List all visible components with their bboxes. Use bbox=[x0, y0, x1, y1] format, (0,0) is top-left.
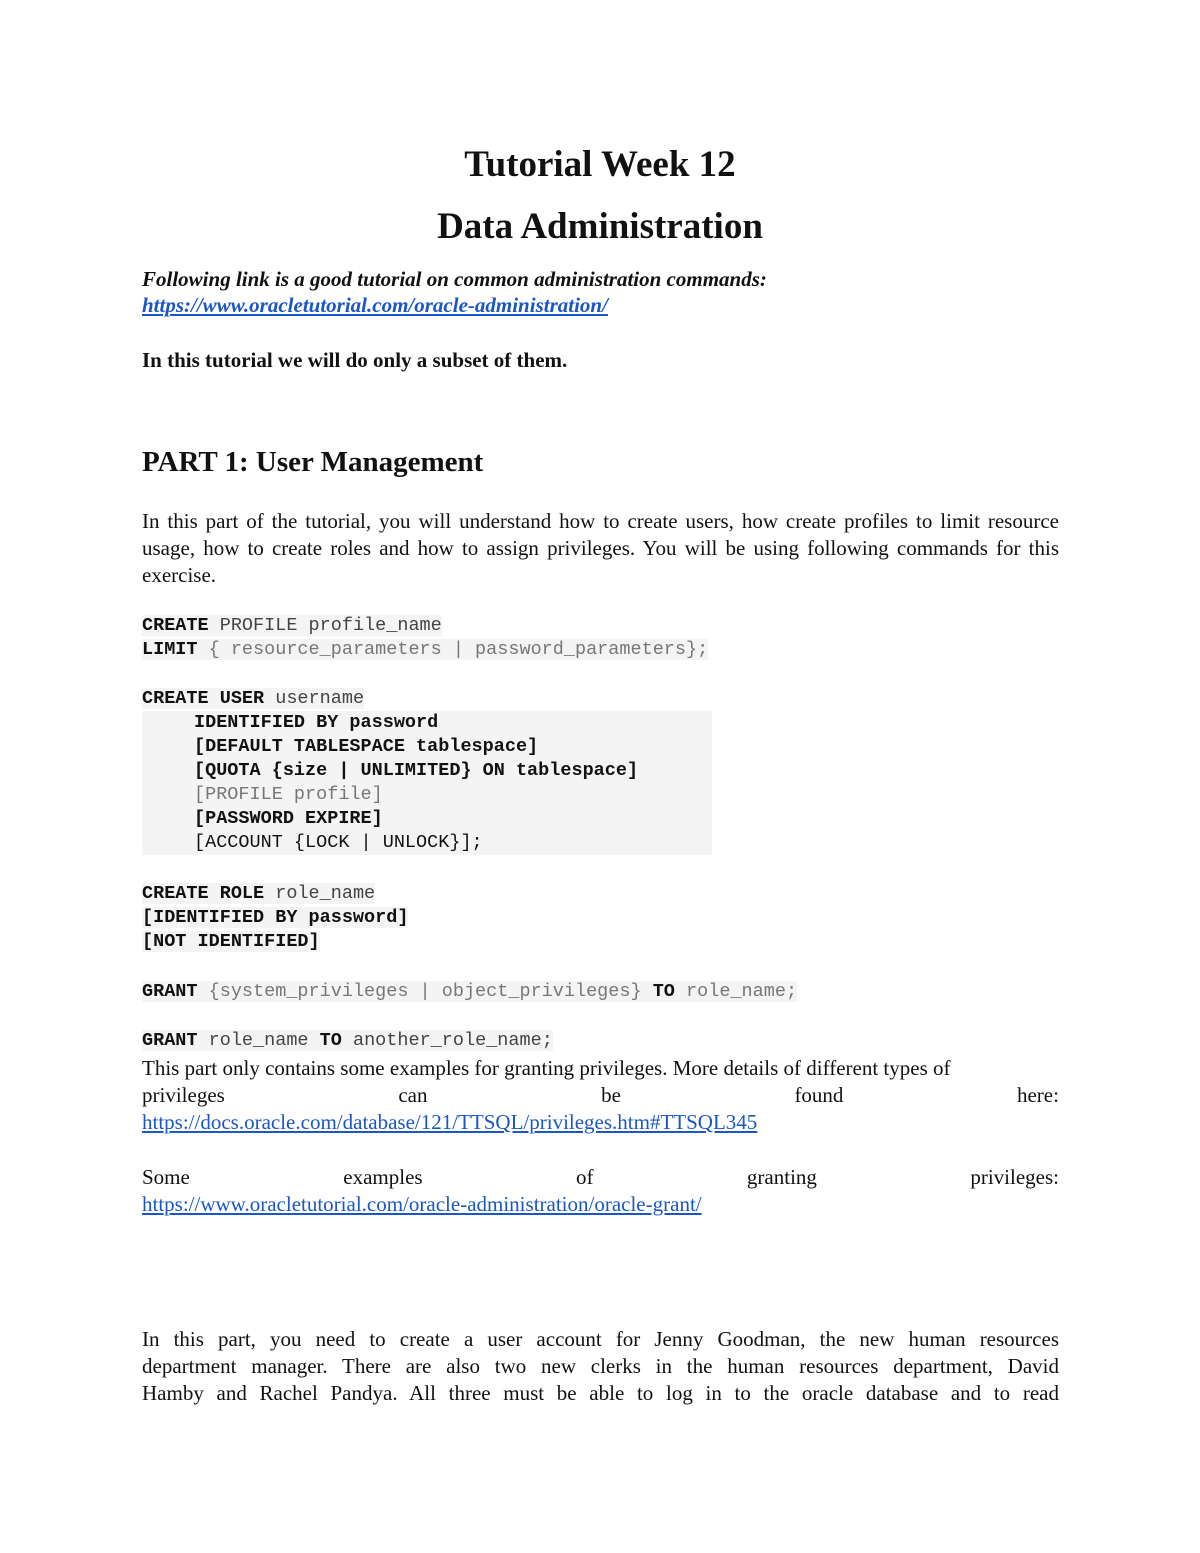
code-text: role_name bbox=[264, 883, 376, 904]
code-keyword: GRANT bbox=[142, 1030, 198, 1051]
privileges-note-line1: This part only contains some examples for granting privileges. More details of different types of bbox=[142, 1056, 951, 1080]
code-keyword: CREATE bbox=[142, 615, 209, 636]
code-text: PROFILE profile_name bbox=[208, 615, 442, 636]
code-keyword: CREATE USER bbox=[142, 688, 265, 709]
code-line: [NOT IDENTIFIED] bbox=[142, 931, 320, 952]
code-line: [PASSWORD EXPIRE] bbox=[194, 808, 383, 829]
word: granting bbox=[746, 1165, 817, 1189]
code-create-profile bbox=[142, 614, 708, 662]
subset-note: In this tutorial we will do only a subset of them. bbox=[142, 348, 568, 372]
code-line: [QUOTA {size | UNLIMITED} ON tablespace] bbox=[194, 760, 639, 781]
word: of bbox=[576, 1165, 594, 1189]
code-grant-privileges bbox=[142, 980, 797, 1004]
code-create-role bbox=[142, 882, 408, 954]
code-line: [ACCOUNT {LOCK | UNLOCK}]; bbox=[194, 832, 483, 853]
code-text: another_role_name; bbox=[341, 1030, 553, 1051]
code-keyword: CREATE ROLE bbox=[142, 883, 265, 904]
code-grant-role bbox=[142, 1029, 553, 1053]
code-line: [PROFILE profile] bbox=[194, 784, 383, 805]
code-text: username bbox=[264, 688, 365, 709]
code-text: role_name; bbox=[674, 981, 798, 1002]
code-line: [DEFAULT TABLESPACE tablespace] bbox=[194, 736, 539, 757]
intro-link[interactable]: https://www.oracletutorial.com/oracle-administration/ bbox=[142, 293, 608, 317]
task-paragraph bbox=[142, 1326, 1059, 1407]
task-line: Hamby and Rachel Pandya. All three must be able to log in to the oracle database and to read bbox=[142, 1381, 1059, 1405]
word: found bbox=[794, 1083, 844, 1107]
part1-heading: PART 1: User Management bbox=[142, 446, 484, 478]
word: examples bbox=[343, 1165, 423, 1189]
code-keyword: TO bbox=[652, 981, 675, 1002]
code-keyword: GRANT bbox=[142, 981, 198, 1002]
part1-description: In this part of the tutorial, you will understand how to create users, how create profiles to limit resource usage, how to create roles and how to assign privileges. You will be using following commands for this exercise. bbox=[142, 509, 1059, 587]
privileges-link[interactable]: https://docs.oracle.com/database/121/TTSQL/privileges.htm#TTSQL345 bbox=[142, 1110, 758, 1134]
word: privileges bbox=[142, 1083, 225, 1107]
code-keyword: TO bbox=[319, 1030, 342, 1051]
code-text: role_name bbox=[197, 1030, 320, 1051]
page-subtitle: Data Administration bbox=[437, 206, 763, 247]
code-line: [IDENTIFIED BY password] bbox=[142, 907, 409, 928]
word: here: bbox=[1016, 1083, 1059, 1107]
word: be bbox=[601, 1083, 621, 1107]
task-line: department manager. There are also two new clerks in the human resources department, David bbox=[142, 1354, 1059, 1378]
privileges-note-line2 bbox=[142, 1082, 1059, 1109]
code-create-user bbox=[142, 687, 712, 855]
code-text: { resource_parameters | password_parameters}; bbox=[197, 639, 709, 660]
page-title: Tutorial Week 12 bbox=[464, 144, 736, 185]
intro-text: Following link is a good tutorial on common administration commands: bbox=[142, 267, 767, 291]
code-keyword: LIMIT bbox=[142, 639, 198, 660]
word: can bbox=[398, 1083, 428, 1107]
task-line: In this part, you need to create a user account for Jenny Goodman, the new human resources bbox=[142, 1327, 1059, 1351]
word: Some bbox=[142, 1165, 190, 1189]
examples-link[interactable]: https://www.oracletutorial.com/oracle-administration/oracle-grant/ bbox=[142, 1192, 702, 1216]
code-line: IDENTIFIED BY password bbox=[194, 712, 439, 733]
examples-note bbox=[142, 1164, 1059, 1191]
code-text: {system_privileges | object_privileges} bbox=[197, 981, 653, 1002]
word: privileges: bbox=[970, 1165, 1059, 1189]
